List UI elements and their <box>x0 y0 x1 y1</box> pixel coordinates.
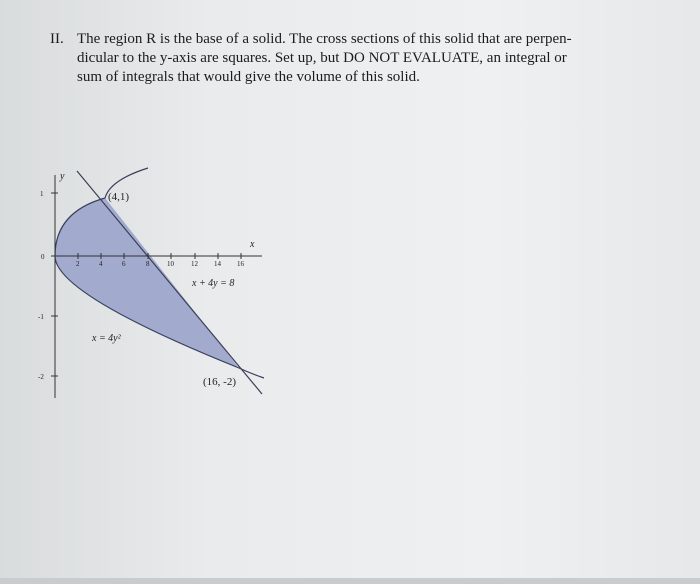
x-tick-label: 16 <box>237 260 244 268</box>
x-tick-label: 10 <box>167 260 174 268</box>
point-label-lower: (16, -2) <box>203 376 236 388</box>
x-tick-label: 6 <box>122 260 126 268</box>
y-tick-label: -1 <box>38 313 44 321</box>
x-tick-label: 8 <box>146 260 150 268</box>
problem-line-3: sum of integrals that would give the volume of this solid. <box>77 69 420 85</box>
line-equation-label: x + 4y = 8 <box>192 278 235 289</box>
x-tick-label: 12 <box>191 260 198 268</box>
x-tick-label: 4 <box>99 260 103 268</box>
page-bottom-edge <box>0 578 700 584</box>
problem-line-2: dicular to the y-axis are squares. Set up, but DO NOT EVALUATE, an integral or <box>77 50 567 66</box>
y-tick-label: 1 <box>40 190 44 198</box>
problem-number: II. <box>50 31 64 47</box>
point-label-upper: (4,1) <box>108 191 130 203</box>
problem-line-1: The region R is the base of a solid. The cross sections of this solid that are perpen- <box>77 31 572 47</box>
y-tick-label: 0 <box>41 253 45 261</box>
parabola-equation-label: x = 4y² <box>92 333 121 344</box>
x-tick-label: 2 <box>76 260 80 268</box>
y-axis-label: y <box>60 171 65 182</box>
y-tick-label: -2 <box>38 373 44 381</box>
x-axis-label: x <box>250 239 255 250</box>
x-tick-label: 14 <box>214 260 221 268</box>
